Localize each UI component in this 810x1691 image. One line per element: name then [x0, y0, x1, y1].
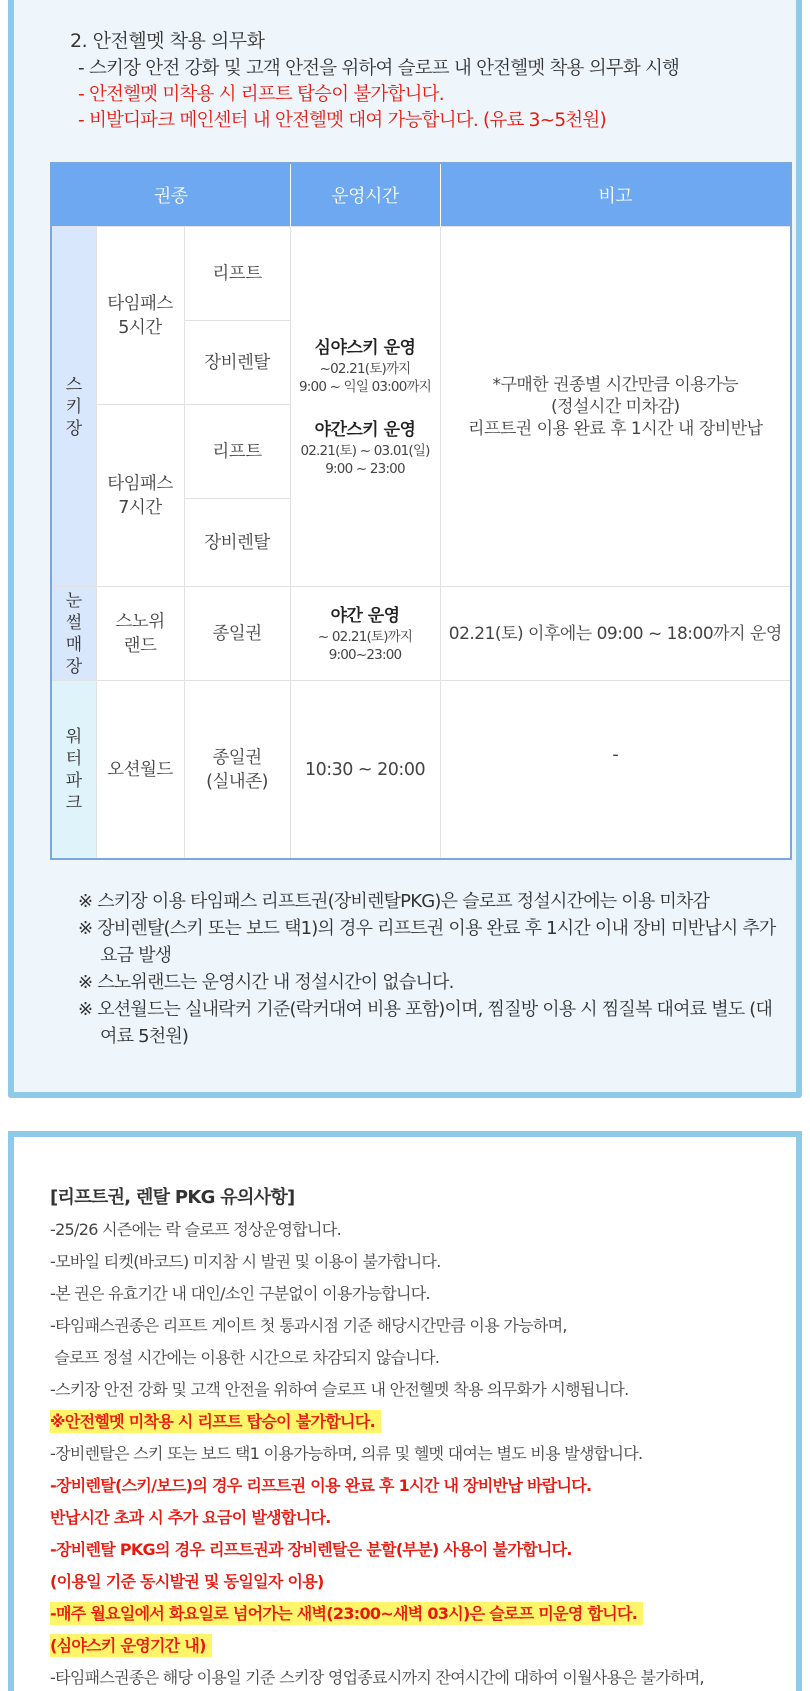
note-item: ※ 스노위랜드는 운영시간 내 정설시간이 없습니다. [78, 972, 454, 993]
note-item: ※ 스키장 이용 타임패스 리프트권(장비렌탈PKG)은 슬로프 정설시간에는 이용 미차감 [78, 891, 710, 912]
helmet-line-2: - 안전헬멧 미착용 시 리프트 탑승이 불가합니다. [78, 84, 444, 105]
precautions-heading: [리프트권, 렌탈 PKG 유의사항] [50, 1187, 295, 1208]
precaution-line: -장비렌탈(스키/보드)의 경우 리프트권 이용 완료 후 1시간 내 장비반납 바랍니다. [50, 1476, 592, 1495]
category-ski: 스키장 [51, 227, 96, 587]
header-ticket: 권종 [51, 163, 290, 227]
category-sled: 눈썰매장 [51, 587, 96, 681]
precaution-line: 슬로프 정설 시간에는 이용한 시간으로 차감되지 않습니다. [50, 1348, 440, 1367]
oceanworld-hours: 10:30 ~ 20:00 [290, 681, 440, 860]
precaution-line: -본 권은 유효기간 내 대인/소인 구분없이 이용가능합니다. [50, 1284, 430, 1303]
ski-lift-5h: 리프트 [184, 227, 290, 321]
ski-rental-7h: 장비렌탈 [184, 499, 290, 587]
timepass-7h: 타임패스 7시간 [96, 405, 184, 587]
ticket-table [50, 162, 792, 860]
ski-remarks: *구매한 권종별 시간만큼 이용가능 (정설시간 미차감) 리프트권 이용 완료 후 1시간 내 장비반납 [440, 227, 791, 587]
precaution-line: -장비렌탈은 스키 또는 보드 택1 이용가능하며, 의류 및 헬멧 대여는 별도 비용 발생합니다. [50, 1444, 643, 1463]
header-hours: 운영시간 [290, 163, 440, 227]
notes-list [78, 888, 778, 1050]
helmet-line-3: - 비발디파크 메인센터 내 안전헬멧 대여 가능합니다. (유료 3~5천원) [78, 110, 606, 131]
precaution-line: -장비렌탈 PKG의 경우 리프트권과 장비렌탈은 분할(부분) 사용이 불가합니다. [50, 1540, 572, 1559]
helmet-warning: ※안전헬멧 미착용 시 리프트 탑승이 불가합니다. [50, 1409, 381, 1432]
category-waterpark: 워터파크 [51, 681, 96, 860]
precaution-line: -모바일 티켓(바코드) 미지참 시 발권 및 이용이 불가합니다. [50, 1252, 441, 1271]
snowyland-hours: 야간 운영 ~ 02.21(토)까지 9:00~23:00 [290, 587, 440, 681]
precaution-line: -25/26 시즌에는 락 슬로프 정상운영합니다. [50, 1220, 341, 1239]
timepass-5h: 타임패스 5시간 [96, 227, 184, 405]
note-item: ※ 장비렌탈(스키 또는 보드 택1)의 경우 리프트권 이용 완료 후 1시간 이내 장비 미반납시 추가요금 발생 [78, 918, 776, 966]
precaution-line: -타임패스권종은 리프트 게이트 첫 통과시점 기준 해당시간만큼 이용 가능하며, [50, 1316, 567, 1335]
precaution-line: (이용일 기준 동시발권 및 동일일자 이용) [50, 1572, 324, 1591]
slope-closure-note: (심야스키 운영기간 내) [50, 1633, 212, 1656]
precaution-line: -스키장 안전 강화 및 고객 안전을 위하여 슬로프 내 안전헬멧 착용 의무화가 시행됩니다. [50, 1380, 629, 1399]
oceanworld-name: 오션월드 [96, 681, 184, 860]
oceanworld-ticket: 종일권 (실내존) [184, 681, 290, 860]
snowyland-name: 스노위 랜드 [96, 587, 184, 681]
slope-closure-warning: -매주 월요일에서 화요일로 넘어가는 새벽(23:00~새벽 03시)은 슬로프 미운영 합니다. [50, 1601, 643, 1624]
ski-hours: 심야스키 운영 ~02.21(토)까지 9:00 ~ 익일 03:00까지 야간스키 운영 02.21(토) ~ 03.01(일) 9:00 ~ 23:00 [290, 227, 440, 587]
helmet-line-1: - 스키장 안전 강화 및 고객 안전을 위하여 슬로프 내 안전헬멧 착용 의무화 시행 [78, 58, 680, 79]
section-title: 2. 안전헬멧 착용 의무화 [70, 30, 265, 52]
ski-lift-7h: 리프트 [184, 405, 290, 499]
precaution-line: -타임패스권종은 해당 이용일 기준 스키장 영업종료시까지 잔여시간에 대하여 이월사용은 불가하며, [50, 1668, 704, 1687]
header-remarks: 비고 [440, 163, 791, 227]
note-item: ※ 오션월드는 실내락커 기준(락커대여 비용 포함)이며, 찜질방 이용 시 찜질복 대여료 별도 (대여료 5천원) [78, 999, 773, 1047]
snowyland-remarks: 02.21(토) 이후에는 09:00 ~ 18:00까지 운영 [440, 587, 791, 681]
oceanworld-remarks: - [440, 681, 791, 860]
info-panel [8, 0, 802, 1098]
snowyland-ticket: 종일권 [184, 587, 290, 681]
ski-rental-5h: 장비렌탈 [184, 321, 290, 405]
precaution-line: 반납시간 초과 시 추가 요금이 발생합니다. [50, 1508, 331, 1527]
precautions-panel [8, 1131, 802, 1691]
